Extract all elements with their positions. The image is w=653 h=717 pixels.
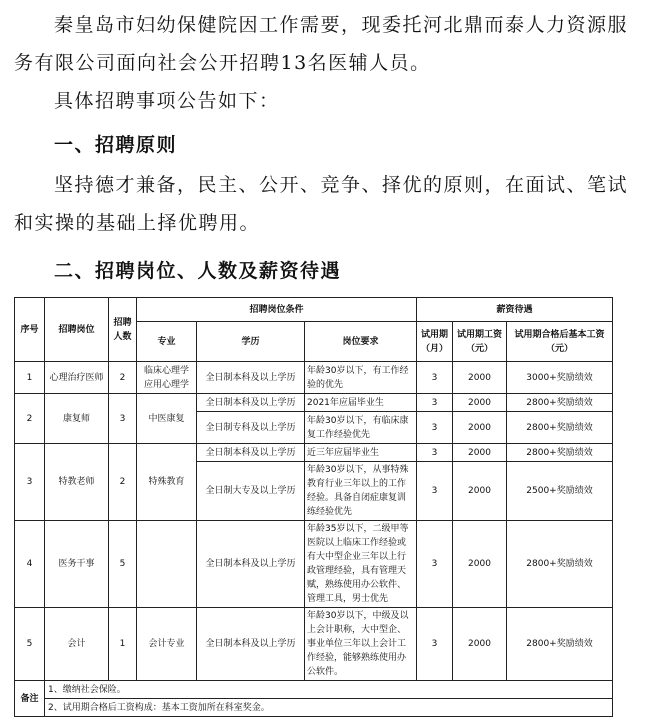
- cell-no: 4: [15, 521, 45, 608]
- cell-trial-salary: 2000: [453, 608, 507, 681]
- table-row: [15, 362, 613, 394]
- cell-count: 5: [109, 521, 137, 608]
- cell-count: 2: [109, 444, 137, 521]
- note-item: 1、缴纳社会保险。: [45, 681, 613, 699]
- table-row: [15, 444, 613, 462]
- cell-trial-period: 3: [417, 412, 453, 444]
- header-education: 学历: [197, 322, 305, 362]
- table-row: [15, 394, 613, 412]
- header-base-salary: 试用期合格后基本工资（元）: [507, 322, 613, 362]
- cell-count: 2: [109, 362, 137, 394]
- cell-major: 临床心理学 应用心理学: [137, 362, 197, 394]
- cell-education: 全日制本科及以上学历: [197, 444, 305, 462]
- cell-education: 全日制大专及以上学历: [197, 462, 305, 521]
- cell-post: 心理治疗医师: [45, 362, 109, 394]
- header-post: 招聘岗位: [45, 298, 109, 362]
- note-item: 2、试用期合格后工资构成：基本工资加所在科室奖金。: [45, 699, 613, 717]
- cell-requirements: 年龄35岁以下，二级甲等医院以上临床工作经验或有大中型企业三年以上行政管理经验，具有管理天赋，熟练使用办公软件、管理工具，男士优先: [305, 521, 417, 608]
- cell-requirements: 近三年应届毕业生: [305, 444, 417, 462]
- table-row: [15, 699, 613, 717]
- cell-major: 特殊教育: [137, 444, 197, 521]
- cell-trial-salary: 2000: [453, 362, 507, 394]
- cell-major: [137, 521, 197, 608]
- cell-base-salary: 2800+奖励绩效: [507, 412, 613, 444]
- cell-trial-period: 3: [417, 521, 453, 608]
- table-row: [15, 608, 613, 681]
- intro-lead: 具体招聘事项公告如下：: [54, 90, 280, 112]
- header-requirements: 岗位要求: [305, 322, 417, 362]
- cell-trial-period: 3: [417, 462, 453, 521]
- cell-requirements: 年龄30岁以下，中级及以上会计职称，大中型企、事业单位三年以上会计工作经验，能够熟练使用办公软件。: [305, 608, 417, 681]
- cell-education: 全日制本科及以上学历: [197, 521, 305, 608]
- section-heading-positions: 二、招聘岗位、人数及薪资待遇: [54, 260, 342, 282]
- cell-base-salary: 2800+奖励绩效: [507, 394, 613, 412]
- cell-post: 康复师: [45, 394, 109, 444]
- table-row: [15, 681, 613, 699]
- cell-trial-period: 3: [417, 444, 453, 462]
- cell-base-salary: 2500+奖励绩效: [507, 462, 613, 521]
- cell-base-salary: 2800+奖励绩效: [507, 608, 613, 681]
- cell-major: 中医康复: [137, 394, 197, 444]
- cell-requirements: 2021年应届毕业生: [305, 394, 417, 412]
- header-pay: 薪资待遇: [417, 298, 613, 322]
- header-trial-salary: 试用期工资（元）: [453, 322, 507, 362]
- intro-paragraph: 秦皇岛市妇幼保健院因工作需要，现委托河北鼎而泰人力资源服务有限公司面向社会公开招聘13名医辅人员。: [14, 14, 629, 74]
- cell-count: 1: [109, 608, 137, 681]
- header-major: 专业: [137, 322, 197, 362]
- cell-requirements: 年龄30岁以下，有临床康复工作经验优先: [305, 412, 417, 444]
- cell-trial-salary: 2000: [453, 462, 507, 521]
- cell-no: 2: [15, 394, 45, 444]
- cell-trial-period: 3: [417, 362, 453, 394]
- cell-trial-period: 3: [417, 608, 453, 681]
- header-count: 招聘人数: [109, 298, 137, 362]
- table-row: [15, 521, 613, 608]
- principles-paragraph: 坚持德才兼备，民主、公开、竞争、择优的原则，在面试、笔试和实操的基础上择优聘用。: [14, 174, 629, 234]
- cell-education: 全日制本科及以上学历: [197, 362, 305, 394]
- cell-base-salary: 2800+奖励绩效: [507, 521, 613, 608]
- cell-post: 特教老师: [45, 444, 109, 521]
- cell-major: 会计专业: [137, 608, 197, 681]
- cell-no: 1: [15, 362, 45, 394]
- recruitment-table: [14, 297, 613, 717]
- header-no: 序号: [15, 298, 45, 362]
- cell-trial-salary: 2000: [453, 412, 507, 444]
- section-heading-principles: 一、招聘原则: [54, 134, 178, 156]
- cell-no: 5: [15, 608, 45, 681]
- cell-count: 3: [109, 394, 137, 444]
- cell-base-salary: 2800+奖励绩效: [507, 444, 613, 462]
- cell-requirements: 年龄30岁以下，有工作经验的优先: [305, 362, 417, 394]
- cell-no: 3: [15, 444, 45, 521]
- cell-education: 全日制本科及以上学历: [197, 394, 305, 412]
- cell-education: 全日制专科及以上学历: [197, 412, 305, 444]
- cell-post: 医务干事: [45, 521, 109, 608]
- header-conditions: 招聘岗位条件: [137, 298, 417, 322]
- notes-label: 备注: [15, 681, 45, 717]
- cell-trial-salary: 2000: [453, 444, 507, 462]
- cell-trial-salary: 2000: [453, 394, 507, 412]
- header-trial-period: 试用期（月）: [417, 322, 453, 362]
- cell-trial-salary: 2000: [453, 521, 507, 608]
- cell-requirements: 年龄30岁以下，从事特殊教育行业三年以上的工作经验。具备自闭症康复训练经验优先: [305, 462, 417, 521]
- cell-base-salary: 3000+奖励绩效: [507, 362, 613, 394]
- cell-education: 全日制本科及以上学历: [197, 608, 305, 681]
- cell-trial-period: 3: [417, 394, 453, 412]
- cell-post: 会计: [45, 608, 109, 681]
